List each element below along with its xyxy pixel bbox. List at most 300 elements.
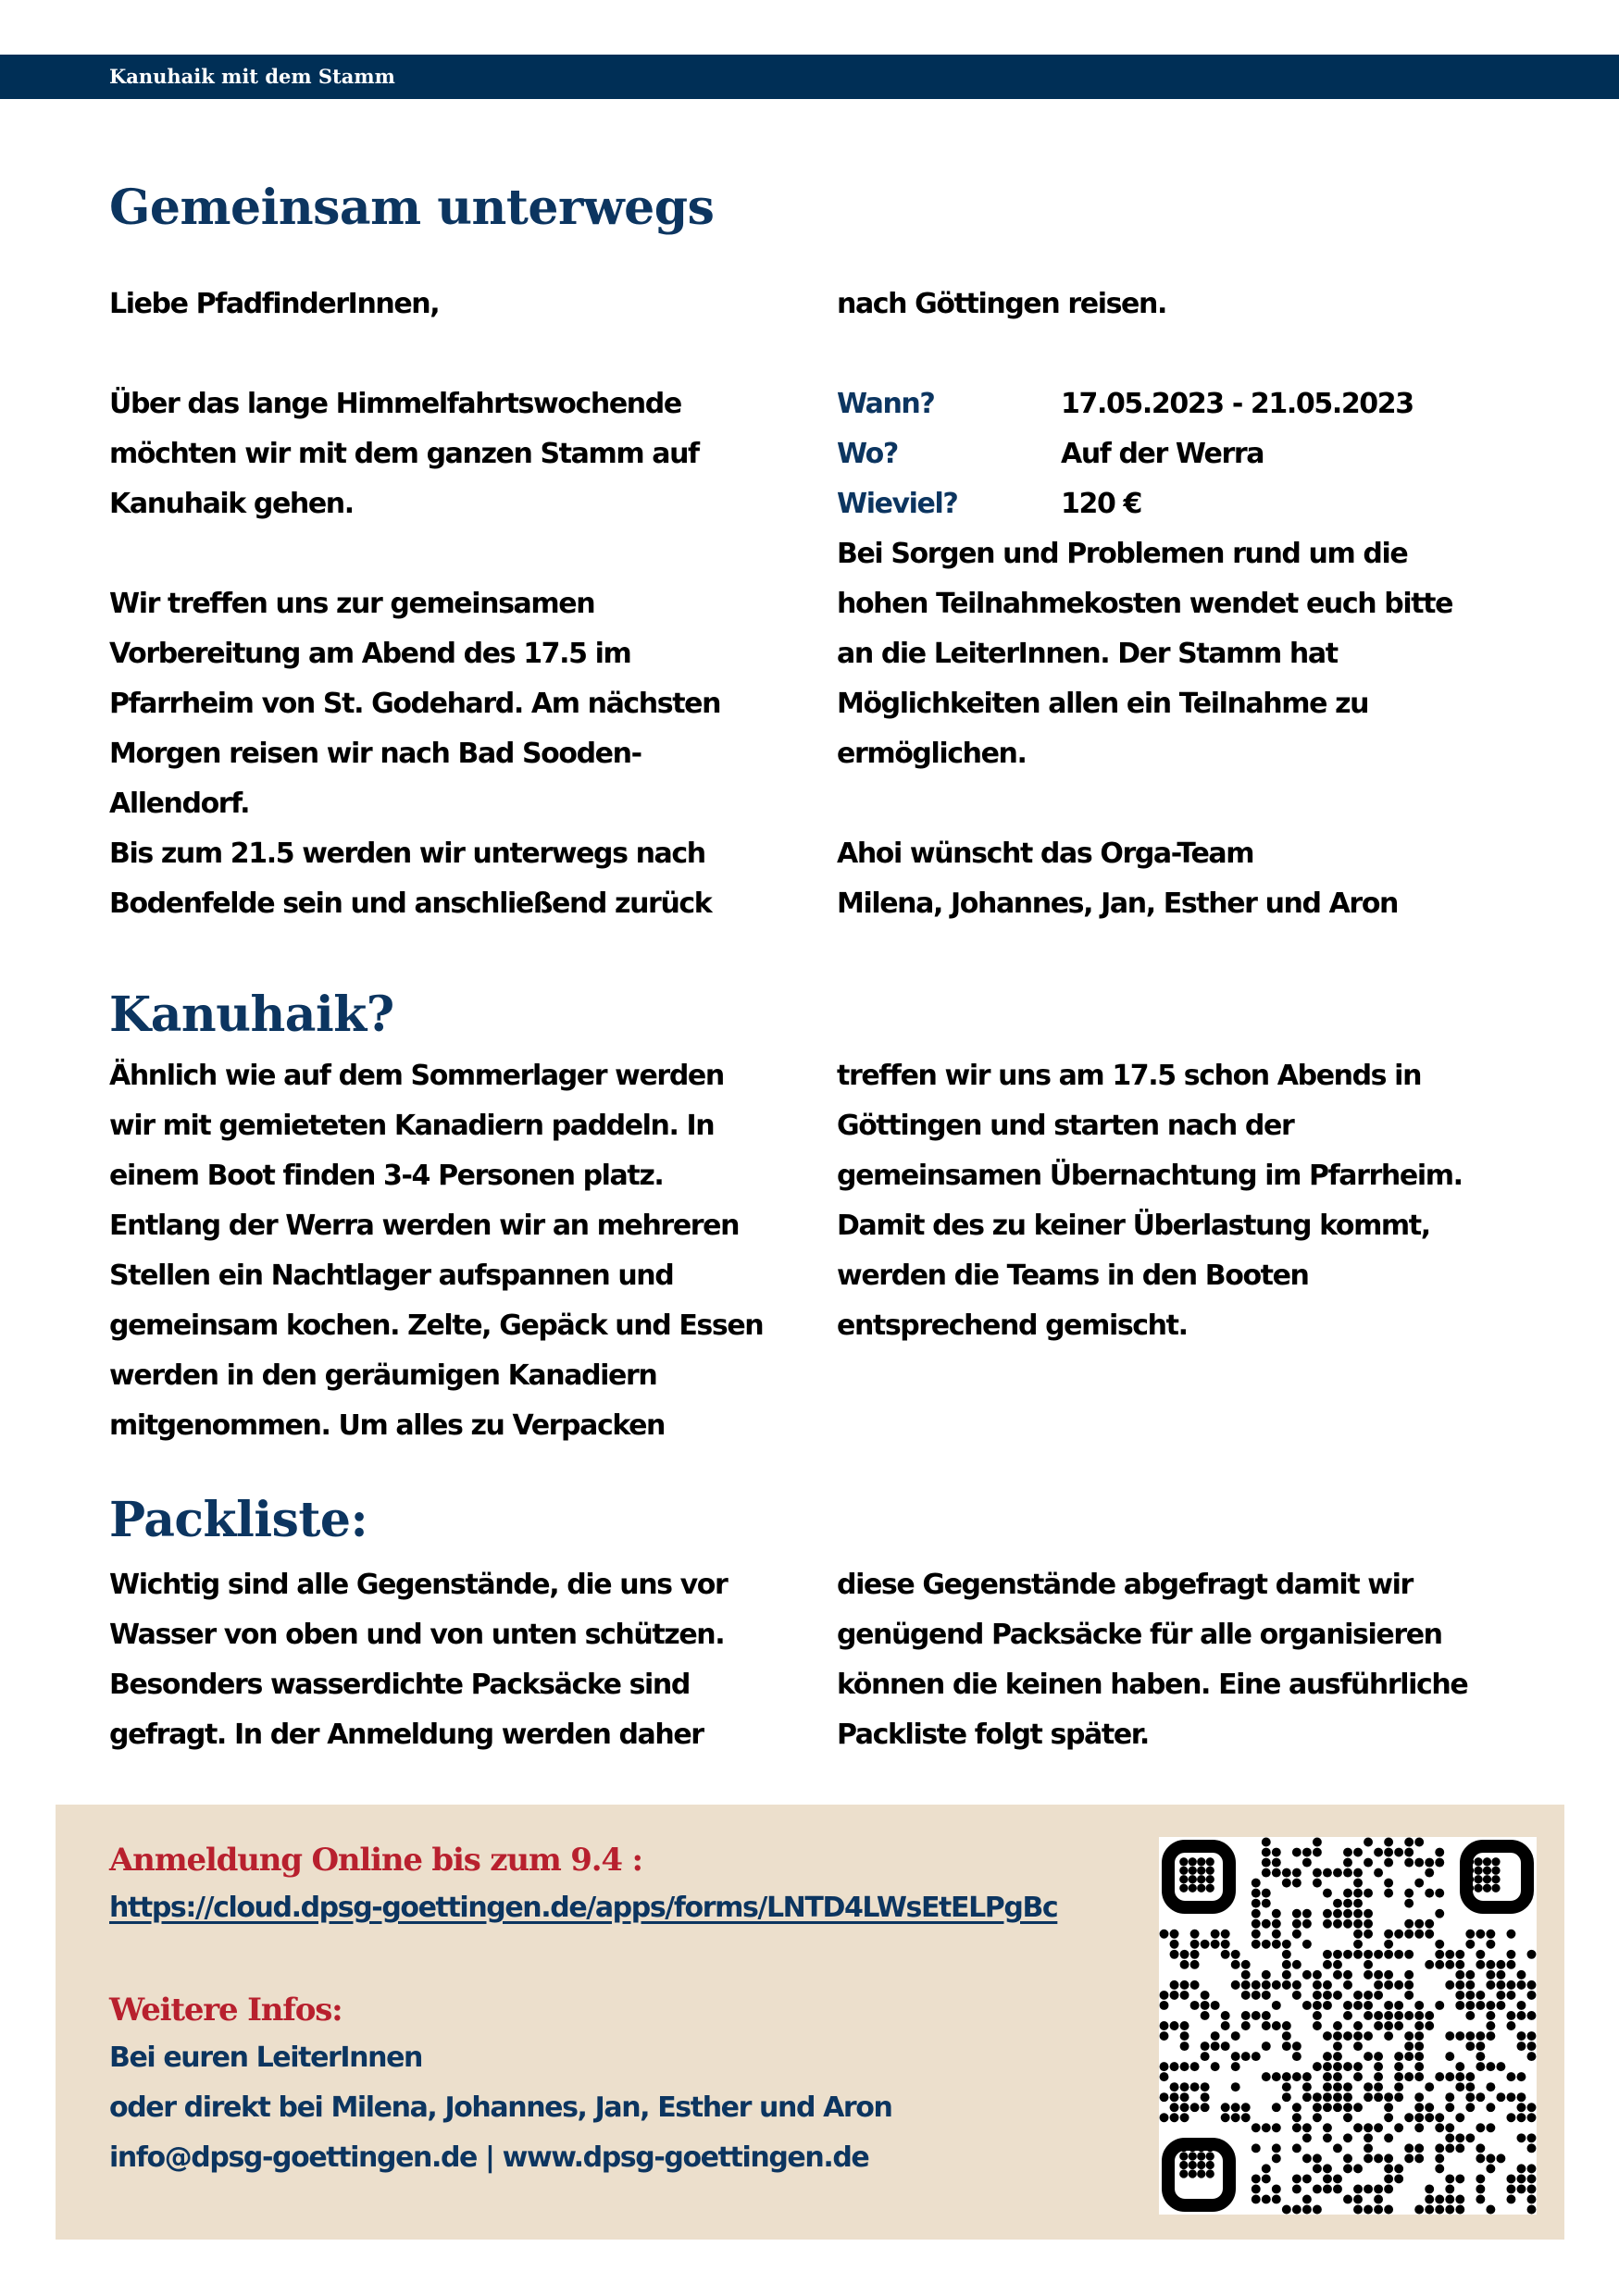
qr-module	[1353, 1909, 1363, 1918]
qr-module	[1211, 2062, 1220, 2071]
qr-module	[1343, 2194, 1352, 2203]
qr-finder-dot	[1483, 1875, 1491, 1883]
text-line: diese Gegenstände abgefragt damit wir	[837, 1569, 1413, 1601]
section2-right-column	[837, 1051, 1522, 1351]
qr-module	[1211, 2001, 1220, 2010]
qr-module	[1262, 2042, 1271, 2051]
intro-line: möchten wir mit dem ganzen Stamm auf	[109, 438, 699, 470]
qr-module	[1302, 1909, 1312, 1918]
qr-module	[1527, 1980, 1537, 1990]
qr-module	[1190, 1940, 1200, 1949]
qr-module	[1262, 1838, 1271, 1847]
qr-module	[1241, 2103, 1251, 2112]
qr-module	[1425, 2205, 1434, 2215]
text-line: entsprechend gemischt.	[837, 1309, 1188, 1342]
qr-module	[1272, 1919, 1281, 1929]
qr-module	[1516, 2092, 1526, 2102]
qr-module	[1323, 2001, 1332, 2010]
qr-module	[1292, 1848, 1301, 1857]
qr-module	[1435, 2072, 1444, 2081]
qr-module	[1435, 2123, 1444, 2132]
qr-module	[1414, 1930, 1424, 1939]
qr-module	[1313, 2001, 1322, 2010]
qr-module	[1180, 2062, 1189, 2071]
qr-module	[1374, 2184, 1383, 2193]
info-value: Auf der Werra	[1061, 438, 1264, 470]
qr-module	[1527, 1950, 1537, 1959]
qr-module	[1333, 2031, 1342, 2041]
qr-module	[1425, 2011, 1434, 2020]
qr-module	[1252, 1899, 1261, 1908]
text-line: einem Boot finden 3-4 Personen platz.	[109, 1160, 664, 1192]
qr-module	[1272, 1868, 1281, 1878]
text-line: gemeinsam kochen. Zelte, Gepäck und Essen	[109, 1309, 764, 1342]
qr-module	[1333, 1970, 1342, 1980]
qr-module	[1282, 1980, 1291, 1990]
qr-module	[1282, 2082, 1291, 2091]
qr-module	[1414, 1858, 1424, 1868]
qr-module	[1527, 2133, 1537, 2142]
qr-module	[1435, 2205, 1444, 2215]
qr-module	[1292, 1909, 1301, 1918]
qr-module	[1425, 2113, 1434, 2122]
qr-module	[1170, 1950, 1179, 1959]
qr-module	[1323, 1950, 1332, 1959]
qr-module	[1404, 1858, 1414, 1868]
qr-module	[1262, 2194, 1271, 2203]
qr-module	[1302, 2001, 1312, 2010]
qr-module	[1506, 2021, 1515, 2030]
info-row-when	[837, 379, 1522, 429]
qr-module	[1527, 2184, 1537, 2193]
qr-module	[1160, 1991, 1169, 2000]
qr-module	[1506, 2113, 1515, 2122]
qr-module	[1343, 2153, 1352, 2163]
qr-module	[1343, 2082, 1352, 2091]
qr-module	[1170, 2082, 1179, 2091]
intro-line: Über das lange Himmelfahrtswochende	[109, 388, 681, 420]
info-label: Wann?	[837, 388, 935, 420]
qr-module	[1374, 2123, 1383, 2132]
contact-line[interactable]: info@dpsg-goettingen.de | www.dpsg-goettingen.de	[109, 2141, 869, 2174]
qr-module	[1476, 1950, 1485, 1959]
qr-module	[1374, 1868, 1383, 1878]
qr-module	[1160, 2113, 1169, 2122]
qr-module	[1476, 2143, 1485, 2153]
text-line: treffen wir uns am 17.5 schon Abends in	[837, 1060, 1422, 1092]
cost-note-line: Möglichkeiten allen ein Teilnahme zu	[837, 688, 1369, 720]
qr-module	[1414, 1919, 1424, 1929]
qr-module	[1364, 2143, 1373, 2153]
qr-module	[1252, 2194, 1261, 2203]
qr-module	[1465, 1930, 1475, 1939]
text-line: Göttingen und starten nach der	[837, 1110, 1294, 1142]
qr-module	[1180, 2092, 1189, 2102]
greeting: Liebe PfadfinderInnen,	[109, 288, 440, 320]
qr-module	[1465, 1991, 1475, 2000]
qr-finder-dot	[1189, 2143, 1197, 2152]
qr-module	[1414, 2092, 1424, 2102]
qr-module	[1272, 2072, 1281, 2081]
qr-module	[1384, 2133, 1393, 2142]
qr-module	[1394, 2082, 1403, 2091]
qr-module	[1425, 2082, 1434, 2091]
qr-module	[1302, 2072, 1312, 2081]
info-line-leaders: Bei euren LeiterInnen	[109, 2042, 422, 2074]
qr-module	[1313, 1848, 1322, 1857]
qr-module	[1262, 1848, 1271, 1857]
text-line: Besonders wasserdichte Packsäcke sind	[109, 1669, 690, 1701]
registration-link[interactable]: https://cloud.dpsg-goettingen.de/apps/forms/LNTD4LWsEtELPgBc	[109, 1892, 1058, 1924]
qr-module	[1364, 2052, 1373, 2061]
section3-right-column	[837, 1560, 1522, 1760]
qr-module	[1435, 1889, 1444, 1898]
qr-module	[1170, 2021, 1179, 2030]
qr-module	[1476, 2174, 1485, 2183]
qr-module	[1486, 1970, 1495, 1980]
qr-module	[1425, 1868, 1434, 1878]
heading-packliste: Packliste:	[109, 1492, 368, 1548]
qr-module	[1282, 2021, 1291, 2030]
qr-module	[1282, 1970, 1291, 1980]
qr-module	[1476, 2184, 1485, 2193]
qr-module	[1476, 1930, 1485, 1939]
qr-module	[1313, 2184, 1322, 2193]
qr-module	[1180, 2031, 1189, 2041]
qr-module	[1353, 2072, 1363, 2081]
qr-module	[1333, 2062, 1342, 2071]
qr-module	[1353, 1899, 1363, 1908]
qr-module	[1476, 2153, 1485, 2163]
qr-module	[1241, 2021, 1251, 2030]
qr-module	[1465, 2011, 1475, 2020]
qr-module	[1302, 2174, 1312, 2183]
qr-module	[1435, 2164, 1444, 2173]
qr-code-icon	[1159, 1837, 1537, 2215]
qr-module	[1516, 2011, 1526, 2020]
qr-module	[1292, 2123, 1301, 2132]
info-value: 120 €	[1061, 488, 1141, 520]
qr-module	[1384, 2092, 1393, 2102]
qr-module	[1170, 2062, 1179, 2071]
qr-module	[1394, 1930, 1403, 1939]
qr-module	[1343, 2113, 1352, 2122]
qr-module	[1231, 2052, 1240, 2061]
qr-module	[1221, 1940, 1230, 1949]
qr-module	[1455, 1980, 1464, 1990]
qr-module	[1516, 2001, 1526, 2010]
qr-finder-dot	[1474, 1875, 1482, 1883]
qr-module	[1282, 1960, 1291, 1969]
section1-right-column	[837, 279, 1522, 929]
qr-module	[1364, 1919, 1373, 1929]
qr-module	[1414, 2072, 1424, 2081]
qr-module	[1313, 1838, 1322, 1847]
qr-module	[1455, 2174, 1464, 2183]
qr-module	[1343, 2062, 1352, 2071]
qr-module	[1384, 1858, 1393, 1868]
text-line: Wichtig sind alle Gegenstände, die uns vor	[109, 1569, 728, 1601]
qr-finder-dot	[1474, 1884, 1482, 1893]
text-line: werden die Teams in den Booten	[837, 1260, 1309, 1292]
qr-module	[1323, 1868, 1332, 1878]
qr-module	[1476, 2062, 1485, 2071]
qr-module	[1292, 2184, 1301, 2193]
qr-module	[1272, 2001, 1281, 2010]
qr-module	[1364, 2184, 1373, 2193]
qr-module	[1425, 2103, 1434, 2112]
qr-module	[1353, 2164, 1363, 2173]
qr-module	[1394, 2052, 1403, 2061]
qr-module	[1527, 2113, 1537, 2122]
meeting-line: Wir treffen uns zur gemeinsamen	[109, 588, 595, 620]
cost-note-line: Bei Sorgen und Problemen rund um die	[837, 538, 1408, 570]
qr-module	[1476, 1960, 1485, 1969]
qr-module	[1465, 2103, 1475, 2112]
qr-module	[1323, 2092, 1332, 2102]
qr-module	[1384, 2153, 1393, 2163]
qr-module	[1353, 2001, 1363, 2010]
heading-kanuhaik: Kanuhaik?	[109, 987, 394, 1043]
text-line: Entlang der Werra werden wir an mehreren	[109, 1210, 740, 1242]
qr-module	[1333, 2052, 1342, 2061]
qr-module	[1496, 1991, 1505, 2000]
qr-module	[1241, 1960, 1251, 1969]
qr-module	[1201, 2103, 1210, 2112]
qr-module	[1343, 1970, 1352, 1980]
qr-module	[1455, 2113, 1464, 2122]
qr-module	[1170, 2113, 1179, 2122]
qr-module	[1190, 1930, 1200, 1939]
qr-module	[1292, 2143, 1301, 2153]
qr-module	[1241, 1970, 1251, 1980]
qr-module	[1425, 2194, 1434, 2203]
qr-module	[1476, 2123, 1485, 2132]
qr-module	[1374, 1950, 1383, 1959]
qr-module	[1323, 2072, 1332, 2081]
qr-finder-dot	[1189, 2161, 1197, 2169]
qr-module	[1262, 1868, 1271, 1878]
qr-module	[1252, 1909, 1261, 1918]
info-line-orga: oder direkt bei Milena, Johannes, Jan, Esther und Aron	[109, 2091, 892, 2124]
qr-module	[1506, 2092, 1515, 2102]
qr-module	[1506, 2011, 1515, 2020]
qr-module	[1272, 2143, 1281, 2153]
qr-module	[1414, 2021, 1424, 2030]
qr-module	[1364, 2133, 1373, 2142]
info-heading: Weitere Infos:	[109, 1992, 342, 2029]
qr-module	[1252, 1919, 1261, 1929]
qr-module	[1313, 2062, 1322, 2071]
qr-finder-dot	[1491, 1867, 1500, 1875]
qr-module	[1160, 2001, 1169, 2010]
qr-module	[1262, 1899, 1271, 1908]
qr-module	[1364, 1970, 1373, 1980]
qr-module	[1364, 2082, 1373, 2091]
qr-finder-dot	[1197, 2169, 1205, 2178]
qr-module	[1190, 1960, 1200, 1969]
qr-module	[1527, 2042, 1537, 2051]
qr-module	[1201, 1991, 1210, 2000]
qr-module	[1404, 1848, 1414, 1857]
text-line: mitgenommen. Um alles zu Verpacken	[109, 1409, 665, 1442]
qr-module	[1425, 1858, 1434, 1868]
meeting-line: Vorbereitung am Abend des 17.5 im	[109, 638, 631, 670]
qr-finder-dot	[1197, 1867, 1205, 1875]
info-row-cost	[837, 479, 1522, 529]
qr-module	[1302, 2123, 1312, 2132]
qr-module	[1527, 2174, 1537, 2183]
qr-module	[1527, 2164, 1537, 2173]
qr-module	[1353, 2194, 1363, 2203]
qr-module	[1476, 1991, 1485, 2000]
qr-module	[1476, 2194, 1485, 2203]
qr-module	[1282, 2205, 1291, 2215]
qr-finder-dot	[1206, 1857, 1214, 1866]
qr-finder-dot	[1491, 1857, 1500, 1866]
qr-module	[1394, 1848, 1403, 1857]
qr-module	[1252, 1991, 1261, 2000]
info-value: 17.05.2023 - 21.05.2023	[1061, 388, 1414, 420]
qr-module	[1313, 2103, 1322, 2112]
qr-module	[1160, 2021, 1169, 2030]
qr-module	[1364, 2011, 1373, 2020]
qr-module	[1190, 1980, 1200, 1990]
text-line: gemeinsamen Übernachtung im Pfarrheim.	[837, 1160, 1463, 1192]
qr-module	[1272, 2103, 1281, 2112]
qr-module	[1313, 1991, 1322, 2000]
qr-module	[1506, 1960, 1515, 1969]
qr-module	[1343, 1848, 1352, 1857]
qr-module	[1445, 1980, 1454, 1990]
qr-module	[1384, 2184, 1393, 2193]
qr-module	[1292, 2174, 1301, 2183]
section2-left-column	[109, 1051, 794, 1451]
qr-module	[1445, 2072, 1454, 2081]
qr-module	[1465, 2092, 1475, 2102]
meeting-line: Pfarrheim von St. Godehard. Am nächsten	[109, 688, 721, 720]
qr-module	[1343, 2133, 1352, 2142]
qr-module	[1414, 1838, 1424, 1847]
qr-module	[1323, 2082, 1332, 2091]
qr-module	[1465, 1980, 1475, 1990]
qr-finder-dot	[1474, 1867, 1482, 1875]
qr-module	[1364, 1930, 1373, 1939]
qr-module	[1302, 1940, 1312, 1949]
qr-module	[1445, 2205, 1454, 2215]
qr-module	[1384, 2164, 1393, 2173]
qr-module	[1527, 2011, 1537, 2020]
qr-module	[1374, 1980, 1383, 1990]
qr-module	[1384, 1940, 1393, 1949]
qr-module	[1445, 2184, 1454, 2193]
qr-module	[1374, 2153, 1383, 2163]
qr-module	[1404, 2052, 1414, 2061]
qr-module	[1201, 2011, 1210, 2020]
qr-module	[1190, 1950, 1200, 1959]
qr-module	[1506, 2194, 1515, 2203]
qr-module	[1333, 1919, 1342, 1929]
qr-module	[1404, 1889, 1414, 1898]
qr-module	[1211, 1930, 1220, 1939]
qr-module	[1506, 2072, 1515, 2081]
qr-module	[1465, 1940, 1475, 1949]
qr-module	[1516, 2042, 1526, 2051]
qr-module	[1353, 1889, 1363, 1898]
qr-module	[1323, 2174, 1332, 2183]
meeting-line: Bodenfelde sein und anschließend zurück	[109, 887, 712, 920]
qr-module	[1313, 1868, 1322, 1878]
qr-module	[1333, 1868, 1342, 1878]
text-line: wir mit gemieteten Kanadiern paddeln. In	[109, 1110, 715, 1142]
qr-module	[1394, 2062, 1403, 2071]
qr-module	[1262, 2164, 1271, 2173]
qr-module	[1516, 2164, 1526, 2173]
qr-module	[1384, 2001, 1393, 2010]
qr-module	[1252, 2174, 1261, 2183]
qr-finder-dot	[1465, 1867, 1474, 1875]
qr-module	[1404, 2113, 1414, 2122]
qr-module	[1262, 2021, 1271, 2030]
qr-module	[1190, 2082, 1200, 2091]
qr-module	[1384, 1950, 1393, 1959]
text-line: können die keinen haben. Eine ausführliche	[837, 1669, 1468, 1701]
qr-module	[1374, 1970, 1383, 1980]
qr-module	[1455, 2133, 1464, 2142]
qr-module	[1404, 2031, 1414, 2041]
qr-module	[1364, 2153, 1373, 2163]
qr-module	[1313, 1879, 1322, 1888]
qr-module	[1333, 2184, 1342, 2193]
qr-module	[1343, 1868, 1352, 1878]
qr-module	[1190, 2062, 1200, 2071]
qr-finder-dot	[1189, 2169, 1197, 2178]
qr-finder-dot	[1197, 1875, 1205, 1883]
intro-line: Kanuhaik gehen.	[109, 488, 354, 520]
qr-module	[1323, 2103, 1332, 2112]
qr-module	[1190, 2103, 1200, 2112]
qr-module	[1476, 2001, 1485, 2010]
qr-module	[1333, 2021, 1342, 2030]
qr-module	[1435, 2001, 1444, 2010]
qr-module	[1414, 2103, 1424, 2112]
qr-module	[1384, 2021, 1393, 2030]
qr-module	[1445, 2133, 1454, 2142]
qr-module	[1506, 2174, 1515, 2183]
qr-module	[1414, 2143, 1424, 2153]
qr-module	[1252, 2052, 1261, 2061]
qr-module	[1262, 2072, 1271, 2081]
qr-module	[1201, 2092, 1210, 2102]
qr-module	[1333, 2143, 1342, 2153]
qr-module	[1201, 2042, 1210, 2051]
qr-module	[1262, 2123, 1271, 2132]
qr-module	[1374, 1848, 1383, 1857]
qr-module	[1323, 2164, 1332, 2173]
qr-module	[1516, 1970, 1526, 1980]
qr-module	[1364, 1909, 1373, 1918]
qr-module	[1252, 1879, 1261, 1888]
qr-module	[1343, 2164, 1352, 2173]
qr-module	[1353, 1930, 1363, 1939]
qr-module	[1414, 2062, 1424, 2071]
qr-finder-dot	[1483, 1867, 1491, 1875]
qr-module	[1272, 1940, 1281, 1949]
registration-heading: Anmeldung Online bis zum 9.4 :	[109, 1842, 642, 1879]
qr-finder-dot	[1206, 2143, 1214, 2152]
qr-module	[1252, 2143, 1261, 2153]
qr-module	[1211, 1940, 1220, 1949]
